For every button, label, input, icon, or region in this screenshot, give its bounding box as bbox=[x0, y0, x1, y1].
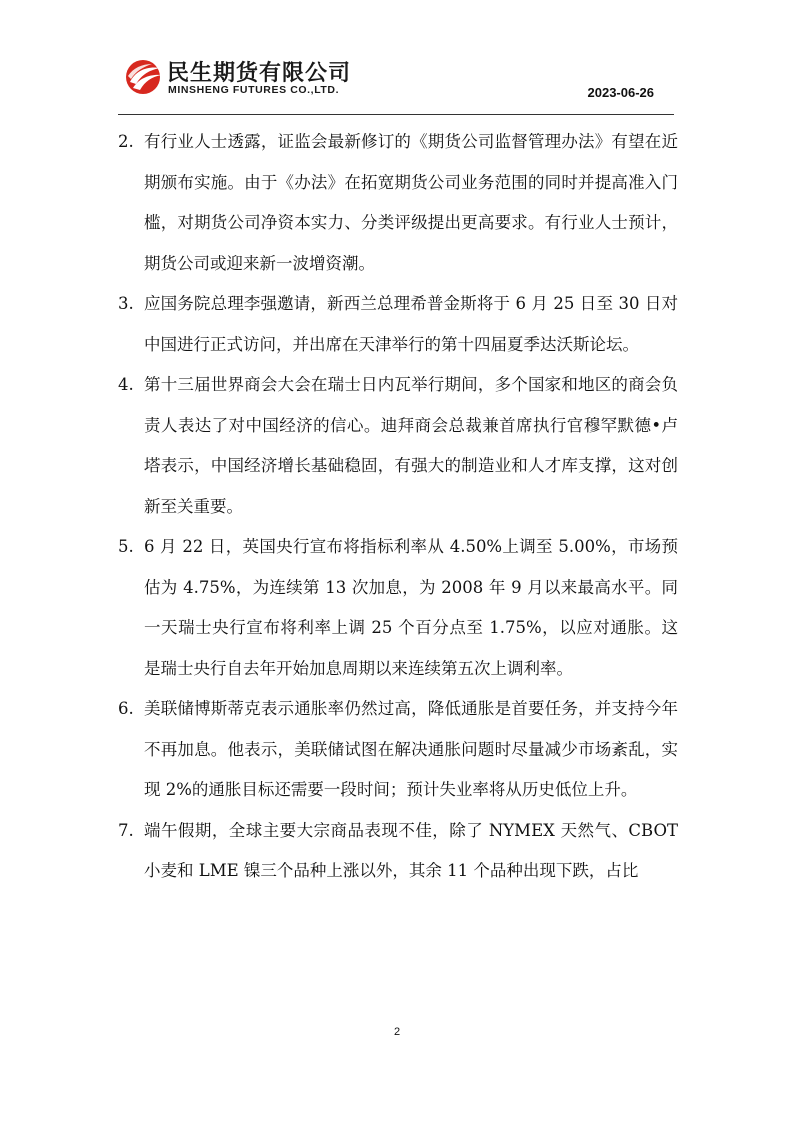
news-item bbox=[118, 811, 678, 892]
news-item-number: 3. bbox=[118, 294, 134, 313]
news-item-number: 5. bbox=[118, 537, 134, 556]
news-item bbox=[118, 527, 678, 689]
news-item-text: 有行业人士透露，证监会最新修订的《期货公司监督管理办法》有望在近期颁布实施。由于《办法》在拓宽期货公司业务范围的同时并提高准入门槛，对期货公司净资本实力、分类评级提出更高要求。有行业人士预计，期货公司或迎来新一波增资潮。 bbox=[144, 132, 678, 273]
news-item bbox=[118, 284, 678, 365]
news-item-text: 应国务院总理李强邀请，新西兰总理希普金斯将于 6 月 25 日至 30 日对中国进行正式访问，并出席在天津举行的第十四届夏季达沃斯论坛。 bbox=[144, 294, 678, 354]
news-item-text: 第十三届世界商会大会在瑞士日内瓦举行期间，多个国家和地区的商会负责人表达了对中国经济的信心。迪拜商会总裁兼首席执行官穆罕默德•卢塔表示，中国经济增长基础稳固，有强大的制造业和人才库支撑，这对创新至关重要。 bbox=[144, 375, 678, 516]
news-item bbox=[118, 689, 678, 811]
page-number: 2 bbox=[393, 1026, 401, 1038]
news-item-text: 美联储博斯蒂克表示通胀率仍然过高，降低通胀是首要任务，并支持今年不再加息。他表示，美联储试图在解决通胀问题时尽量减少市场紊乱，实现 2%的通胀目标还需要一段时间；预计失业率将从历史低位上升。 bbox=[144, 699, 678, 799]
header-divider bbox=[118, 114, 674, 115]
news-list bbox=[118, 122, 678, 892]
news-item-number: 7. bbox=[118, 820, 134, 840]
news-item-text: 6 月 22 日，英国央行宣布将指标利率从 4.50%上调至 5.00%，市场预估为 4.75%，为连续第 13 次加息，为 2008 年 9 月以来最高水平。同一天瑞士央行宣布将利率上调 25 个百分点至 1.75%，以应对通胀。这是瑞士央行自去年开始加息周期以来连续第五次上调利率。 bbox=[144, 537, 678, 678]
news-item-number: 6. bbox=[118, 699, 134, 718]
logo-english-name: MINSHENG FUTURES CO.,LTD. bbox=[168, 84, 340, 96]
page-header bbox=[0, 0, 794, 120]
news-item-number: 2. bbox=[118, 132, 134, 151]
logo-chinese-name: 民生期货有限公司 bbox=[167, 61, 352, 86]
news-item-text: 端午假期，全球主要大宗商品表现不佳，除了 NYMEX 天然气、CBOT 小麦和 LME 镍三个品种上涨以外，其余 11 个品种出现下跌，占比 bbox=[144, 820, 678, 880]
news-item bbox=[118, 365, 678, 527]
news-item-number: 4. bbox=[118, 375, 134, 394]
minsheng-logo-icon bbox=[124, 58, 164, 96]
news-item bbox=[118, 122, 678, 284]
report-date: 2023-06-26 bbox=[587, 85, 654, 100]
company-logo bbox=[124, 56, 364, 100]
